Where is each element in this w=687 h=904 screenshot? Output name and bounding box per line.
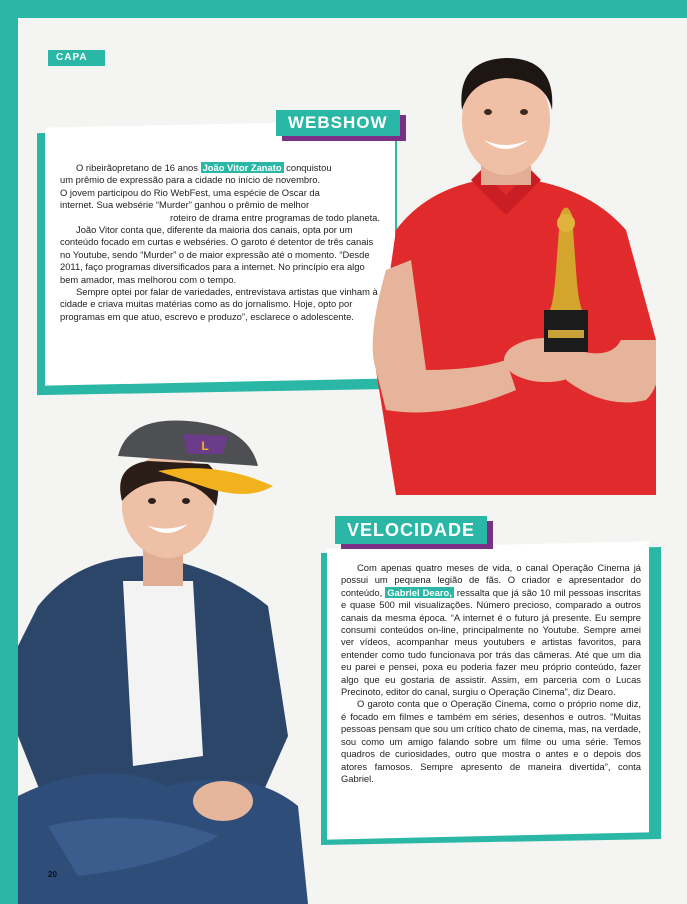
photo-gabriel-dearo-cap: [18, 406, 318, 904]
photo-joao-vitor-trophy: [356, 40, 656, 495]
paragraph-line: internet. Sua websérie “Murder” ganhou o prêmio de melhor: [60, 199, 310, 211]
highlight-name: João Vitor Zanato: [202, 162, 282, 173]
paragraph-line: um prêmio de expressão para a cidade no início de novembro.: [60, 174, 321, 186]
article-velocidade-text: [341, 562, 641, 785]
article-webshow-text: [60, 162, 380, 323]
highlight-name: Gabriel Dearo,: [387, 586, 452, 598]
heading-velocidade: VELOCIDADE: [335, 516, 487, 544]
heading-webshow: WEBSHOW: [276, 110, 400, 136]
paragraph: O garoto conta que o Operação Cinema, como o próprio nome diz, é focado em filmes e também em séries, desenhos e outros. “Muitas pessoas pensam que sou um crítico chato de cinema, mas, na verdade, sou como um amigo falando sobre um filme ou uma série. Temos quadros de curiosidades, outro que mostra o antes e o depois dos atores famosos. Sempre apresento de maneira divertida”, conta Gabriel.: [341, 698, 641, 784]
paragraph: João Vitor conta que, diferente da maioria dos canais, opta por um conteúdo focado em curtas e webséries. O garoto é detentor de três canais no Youtube, sendo “Murder” o de maior expressão até o momento. “Desde 2011, faço programas diversificados para a internet. No princípio era algo bem amador, mas melhorou com o tempo.: [60, 224, 374, 285]
paragraph: Com apenas quatro meses de vida, o canal Operação Cinema já possui um pequena legião de fãs. O criador e apresentador do conteúdo, Gabriel Dearo, ressalta que já são 10 mil pessoas inscritas e quase 500 mil visualizações. Número precioso, comparado a outros canais da mesma época. “A internet é o futuro já presente. Eu sempre consumi conteúdos on-line, principalmente no Youtube. Sempre amei ver vídeos, acompanhar meus youtubers e artistas favoritos, para entender como tudo funcionava por trás das câmeras. Até que um dia eu parei e pensei, poxa eu poderia fazer meu próprio conteúdo, fazer algo que eu gostaria de assistir. Assim, em parceria com o Lucas Precinoto, editor do canal, surgiu o Operação Cinema”, diz Dearo.: [341, 562, 641, 698]
paragraph: Sempre optei por falar de variedades, entrevistava artistas que vinham à cidade e criava muitas matérias como as do jornalismo. Hoje, opto por programas em que atuo, escrevo e produzo”, esclarece o adolescente.: [60, 286, 378, 322]
section-label: CAPA: [48, 50, 105, 66]
page-number: 20: [48, 870, 57, 879]
svg-text:L: L: [201, 439, 209, 453]
magazine-page: [18, 18, 687, 904]
paragraph-line: O ribeirãopretano de 16 anos João Vitor Zanato conquistou: [76, 162, 332, 173]
paragraph-line: O jovem participou do Rio WebFest, uma espécie de Oscar da: [60, 186, 320, 198]
paragraph-line: roteiro de drama entre programas de todo planeta.: [169, 211, 380, 223]
